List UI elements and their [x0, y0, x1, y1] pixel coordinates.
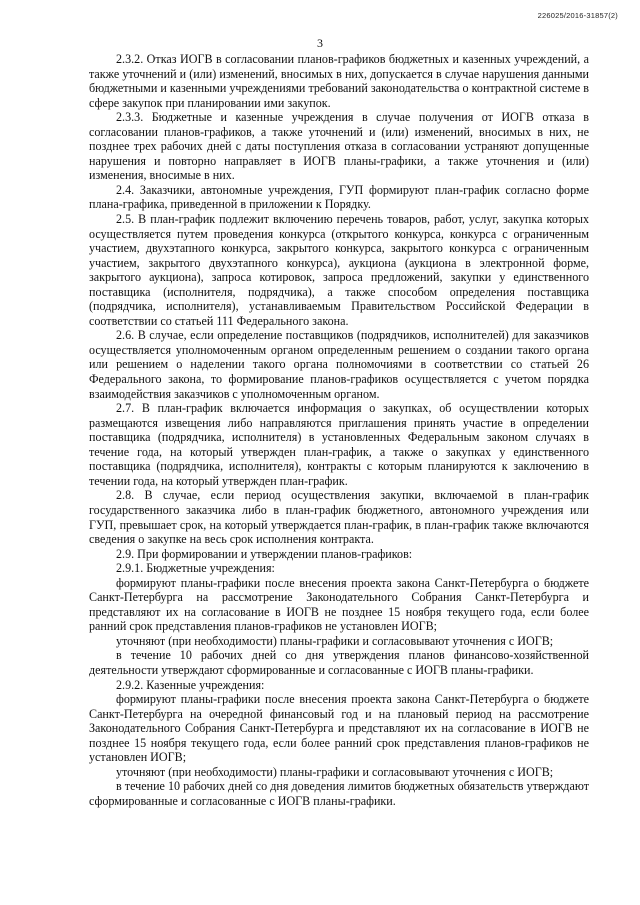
- paragraph-2-9-2: 2.9.2. Казенные учреждения:: [116, 677, 265, 692]
- paragraph-2-9: 2.9. При формировании и утверждении планов-графиков:: [116, 546, 413, 561]
- paragraph-2-3-2: 2.3.2. Отказ ИОГВ в согласовании планов-графиков бюджетных и казенных учреждений, а также уточнений и (или) изменений, вносимых в них, допускается в случае нарушения данными бюджетными и казенными учреждениями требований законодательства о контрактной системе в сфере закупок при планировании ими закупок.: [89, 52, 589, 110]
- paragraph-2-5: 2.5. В план-график подлежит включению перечень товаров, работ, услуг, закупка которых осуществляется путем проведения конкурса (открытого конкурса, конкурса с ограниченным участием, двухэтапного конкурса, закрытого конкурса, закрытого конкурса с ограниченным участием, закрытого двухэтапного конкурса), аукциона (аукциона в электронной форме, закрытого аукциона), запроса котировок, запроса предложений, закупки у единственного поставщика (исполнителя, подрядчика), а также способом определения поставщика (подрядчика, исполнителя), устанавливаемым Правительством Российской Федерации в соответствии со статьей 111 Федерального закона.: [89, 212, 589, 328]
- paragraph-2-8: 2.8. В случае, если период осуществления закупки, включаемой в план-график государственного заказчика либо в план-график бюджетного, автономного учреждения или ГУП, превышает срок, на который утверждается план-график, в план-график также включаются сведения о закупке на весь срок исполнения контракта.: [89, 488, 589, 547]
- paragraph-2-6: 2.6. В случае, если определение поставщиков (подрядчиков, исполнителей) для заказчиков осуществляется уполномоченным органом определенным решением о создании такого органа или решением о наделении такого органа полномочиями в соответствии со статьей 26 Федерального закона, то формирование планов-графиков осуществляется с учетом порядка взаимодействия заказчиков с уполномоченным органом.: [89, 328, 589, 401]
- paragraph-2-9-1: 2.9.1. Бюджетные учреждения:: [116, 561, 275, 576]
- paragraph-2-9-2-update: уточняют (при необходимости) планы-графики и согласовывают уточнения с ИОГВ;: [116, 764, 554, 779]
- document-body: [89, 52, 589, 808]
- paragraph-2-9-2-approve: в течение 10 рабочих дней со дня доведения лимитов бюджетных обязательств утверждают сформированные и согласованные с ИОГВ планы-графики.: [89, 779, 589, 808]
- paragraph-2-7: 2.7. В план-график включается информация о закупках, об осуществлении которых размещаются извещения либо направляются приглашения принять участие в определении поставщика (подрядчика, исполнителя) в установленных Федеральным законом случаях в течение года, на который утвержден план-график, а также о закупках у единственного поставщика (подрядчика, исполнителя), контракты с которым планируются к заключению в течении года, на который утвержден план-график.: [89, 401, 589, 488]
- page-number: 3: [317, 36, 323, 50]
- paragraph-2-9-1-form: формируют планы-графики после внесения проекта закона Санкт-Петербурга о бюджете Санкт-Петербурга на рассмотрение Законодательного Собрания Санкт-Петербурга и представляют их на согласование в ИОГВ не позднее 15 ноября текущего года, если более ранний срок представления планов-графиков не установлен ИОГВ;: [89, 575, 589, 634]
- paragraph-2-9-1-update: уточняют (при необходимости) планы-графики и согласовывают уточнения с ИОГВ;: [116, 633, 554, 648]
- paragraph-2-3-3: 2.3.3. Бюджетные и казенные учреждения в случае получения от ИОГВ отказа в согласовании планов-графиков, а также уточнений и (или) изменений, вносимых в них, не позднее трех рабочих дней с даты поступления отказа в согласовании устраняют допущенные нарушения и повторно направляет в ИОГВ планы-графики, а также уточнения и (или) изменения, вносимые в них.: [89, 110, 589, 183]
- paragraph-2-9-1-approve: в течение 10 рабочих дней со дня утверждения планов финансово-хозяйственной деятельности утверждают сформированные и согласованные с ИОГВ планы-графики.: [89, 648, 589, 677]
- paragraph-2-9-2-form: формируют планы-графики после внесения проекта закона Санкт-Петербурга о бюджете Санкт-Петербурга на очередной финансовый год и на плановый период на рассмотрение Законодательного Собрания Санкт-Петербурга и представляют их на согласование в ИОГВ не позднее 15 ноября текущего года, если более ранний срок представления планов-графиков не установлен ИОГВ;: [89, 692, 589, 765]
- document-id: 226025/2016-31857(2): [537, 11, 618, 20]
- paragraph-2-4: 2.4. Заказчики, автономные учреждения, ГУП формируют план-график согласно форме плана-графика, приведенной в приложении к Порядку.: [89, 182, 589, 212]
